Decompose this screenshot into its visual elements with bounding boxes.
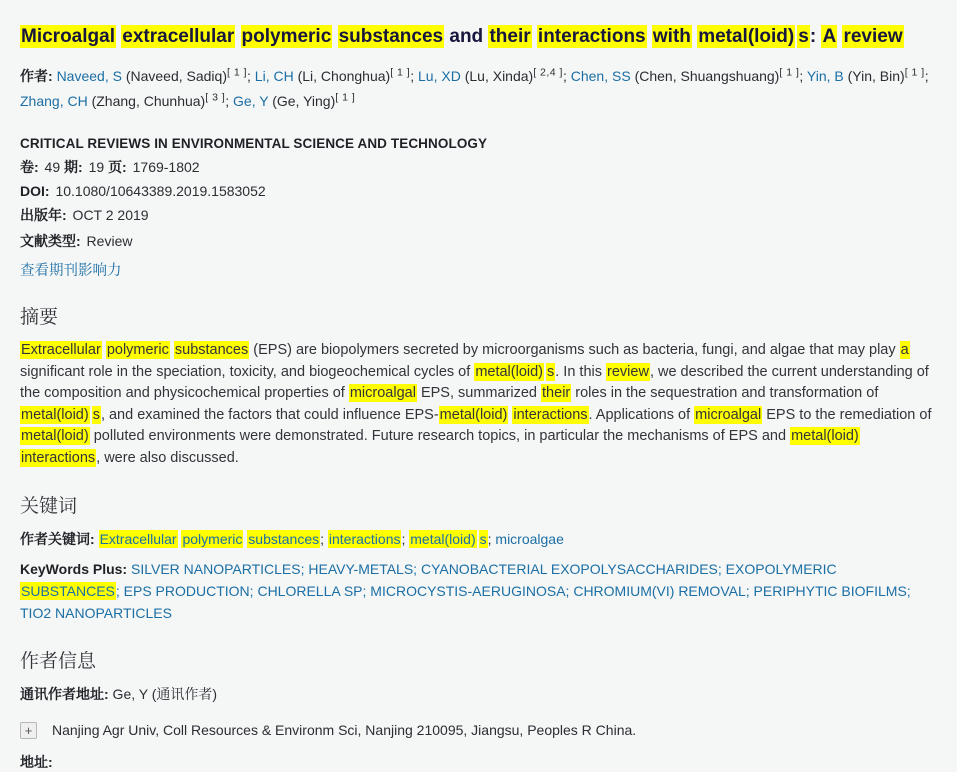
text-segment: [ 1 ] [227, 66, 248, 79]
text-segment: interactions [513, 406, 588, 423]
keyword-link[interactable]: interactions [328, 530, 401, 547]
author-link[interactable]: Naveed, S [56, 68, 122, 85]
text-segment: ; [562, 68, 571, 85]
text-segment: review [843, 26, 903, 47]
addresses-label-line [20, 752, 933, 772]
text-segment: (EPS) are biopolymers secreted by microorganisms such as bacteria, fungi, and algae that may play [249, 342, 900, 359]
text-segment: ; [799, 68, 807, 85]
text-segment: OCT 2 2019 [68, 207, 149, 224]
text-segment: a [900, 342, 909, 359]
text-segment: KeyWords Plus: [20, 560, 128, 577]
author-link[interactable]: Li, CH [254, 68, 294, 85]
text-segment: [ 1 ] [904, 66, 925, 79]
text-segment: , we described the current understanding of the composition and physicochemical properties of [20, 363, 929, 402]
text-segment: . Applications of [588, 406, 695, 423]
keyword-plus-link[interactable]: SILVER NANOPARTICLES [131, 560, 301, 577]
author-link[interactable]: Lu, XD [418, 68, 461, 85]
text-segment: 出版年: [20, 207, 67, 224]
text-link[interactable]: ; [906, 582, 911, 599]
text-segment: polluted environments were demonstrated. Future research topics, in particular the mechanisms of EPS and [89, 428, 791, 445]
text-segment: metal(loid) [21, 406, 89, 423]
text-segment: their [489, 26, 531, 47]
keyword-plus-link[interactable]: CHROMIUM(VI) REMOVAL [573, 582, 746, 599]
keyword-plus-link[interactable]: MICROCYSTIS-AERUGINOSA [370, 582, 566, 599]
text-segment: (Ge, Ying) [268, 93, 336, 110]
reprint-address-line [20, 684, 933, 704]
text-segment: metal(loid) [698, 26, 795, 47]
abstract-heading: 摘要 [20, 307, 59, 329]
document-type-line [20, 231, 933, 251]
text-segment: polymeric [241, 26, 332, 47]
text-segment: substances [338, 26, 444, 47]
text-segment: extracellular [122, 26, 235, 47]
text-segment: metal(loid) [21, 428, 89, 445]
text-segment: EPS to the remediation of [762, 406, 932, 423]
text-segment: review [607, 363, 649, 380]
text-segment: 文献类型: [20, 233, 81, 250]
text-segment: roles in the sequestration and transformation of [571, 385, 879, 402]
text-segment: 期: [64, 159, 83, 176]
keyword-link[interactable]: metal(loid) [410, 530, 476, 547]
text-link[interactable]: ; [362, 582, 371, 599]
addresses-label: 地址: [20, 753, 53, 770]
keyword-plus-link[interactable]: TIO2 NANOPARTICLES [20, 604, 172, 621]
text-segment: (Lu, Xinda) [460, 68, 534, 85]
keyword-plus-link[interactable]: EXOPOLYMERIC [725, 560, 837, 577]
text-segment: metal(loid) [791, 428, 859, 445]
author-link[interactable]: Chen, SS [570, 68, 631, 85]
text-segment: their [542, 385, 571, 402]
text-segment: (Zhang, Chunhua) [87, 93, 206, 110]
keyword-link[interactable]: Extracellular [99, 530, 177, 547]
text-segment: Ge, Y (通讯作者) [108, 685, 218, 702]
text-segment [235, 26, 240, 47]
journal-block [20, 136, 933, 280]
text-segment: substances [174, 342, 249, 359]
text-segment: significant role in the speciation, toxicity, and biogeochemical cycles of [20, 363, 475, 380]
text-segment: interactions [537, 26, 646, 47]
abstract-text [20, 340, 933, 469]
text-segment: 作者关键词: [20, 530, 95, 547]
text-segment: ; [487, 530, 496, 547]
expand-address-button[interactable]: + [20, 722, 37, 739]
keyword-plus-link[interactable]: HEAVY-METALS [308, 560, 414, 577]
text-segment: ; [924, 68, 929, 85]
author-link[interactable]: Yin, B [806, 68, 844, 85]
text-link[interactable]: ; [565, 582, 574, 599]
text-link[interactable]: ; [413, 560, 421, 577]
text-segment: interactions [21, 449, 96, 466]
text-link[interactable]: ; [717, 560, 726, 577]
text-segment: Extracellular [21, 342, 101, 359]
keywords-plus-line [20, 558, 933, 624]
text-segment: metal(loid) [439, 406, 508, 423]
keyword-plus-link[interactable]: CYANOBACTERIAL EXOPOLYSACCHARIDES [420, 560, 718, 577]
volume-issue-pages-line [20, 157, 933, 177]
keywords-heading: 关键词 [20, 496, 78, 518]
text-segment: . In this [555, 363, 607, 380]
keyword-plus-link[interactable]: EPS PRODUCTION [123, 582, 250, 599]
keyword-plus-link[interactable]: PERIPHYTIC BIOFILMS [753, 582, 907, 599]
text-segment: DOI: [20, 183, 50, 200]
text-segment: with [652, 26, 691, 47]
keyword-plus-link[interactable]: SUBSTANCES [21, 582, 115, 599]
text-link[interactable]: ; [115, 582, 124, 599]
text-segment: 49 [40, 159, 65, 176]
author-link[interactable]: Zhang, CH [20, 93, 88, 110]
journal-impact-link[interactable]: 查看期刊影响力 [20, 263, 122, 280]
text-segment: 通讯作者地址: [20, 685, 109, 702]
text-segment: : [809, 26, 822, 47]
keyword-link[interactable]: substances [248, 530, 320, 547]
text-segment: [ 1 ] [390, 66, 411, 79]
text-segment: 页: [108, 159, 127, 176]
text-link[interactable]: ; [300, 560, 309, 577]
text-segment: [ 2,4 ] [533, 66, 563, 79]
text-segment: and [444, 26, 489, 47]
keyword-link[interactable]: polymeric [182, 530, 243, 547]
author-information-heading: 作者信息 [20, 650, 97, 672]
address-row [20, 722, 933, 739]
text-segment: 卷: [20, 159, 39, 176]
journal-name: CRITICAL REVIEWS IN ENVIRONMENTAL SCIENCE AND TECHNOLOGY [20, 136, 488, 152]
text-segment: 10.1080/10643389.2019.1583052 [51, 183, 266, 200]
keyword-plus-link[interactable]: CHLORELLA SP [257, 582, 363, 599]
text-segment: [ 3 ] [205, 91, 226, 104]
text-segment: (Li, Chonghua) [293, 68, 391, 85]
text-segment: microalgal [349, 385, 416, 402]
text-segment: , and examined the factors that could influence EPS- [100, 406, 439, 423]
author-link[interactable]: Ge, Y [233, 93, 269, 110]
text-segment: s [92, 406, 100, 423]
text-segment: EPS, summarized [416, 385, 542, 402]
author-keywords-line [20, 528, 933, 550]
text-segment: ; [410, 68, 419, 85]
doi-line [20, 183, 933, 199]
text-segment: , were also discussed. [96, 449, 239, 466]
authors-line [20, 64, 933, 114]
text-segment: polymeric [106, 342, 169, 359]
text-segment: s [547, 363, 555, 380]
article-title [20, 22, 933, 51]
text-segment: A [822, 26, 837, 47]
text-link[interactable]: ; [249, 582, 258, 599]
text-segment: ; [320, 530, 328, 547]
text-segment: 19 [84, 159, 109, 176]
text-segment: [ 1 ] [335, 91, 356, 104]
text-segment [332, 26, 337, 47]
keyword-link[interactable]: s [479, 530, 487, 547]
text-segment: 1769-1802 [128, 159, 200, 176]
text-segment: ; [401, 530, 410, 547]
text-segment: s [798, 26, 809, 47]
text-segment: [ 1 ] [779, 66, 800, 79]
text-segment: 作者: [20, 68, 53, 85]
text-segment: (Chen, Shuangshuang) [630, 68, 780, 85]
text-segment: metal(loid) [475, 363, 543, 380]
text-segment: Microalgal [21, 26, 115, 47]
text-segment: ; [247, 68, 255, 85]
publication-year-line [20, 205, 933, 225]
text-segment: ; [225, 93, 234, 110]
text-link[interactable]: ; [745, 582, 754, 599]
text-segment: (Yin, Bin) [843, 68, 905, 85]
keyword-link[interactable]: microalgae [495, 530, 564, 547]
text-segment: Review [82, 233, 133, 250]
text-segment: (Naveed, Sadiq) [121, 68, 227, 85]
address-text: Nanjing Agr Univ, Coll Resources & Environm Sci, Nanjing 210095, Jiangsu, Peoples R China. [52, 722, 637, 738]
text-segment [95, 531, 99, 547]
text-segment: microalgal [695, 406, 762, 423]
